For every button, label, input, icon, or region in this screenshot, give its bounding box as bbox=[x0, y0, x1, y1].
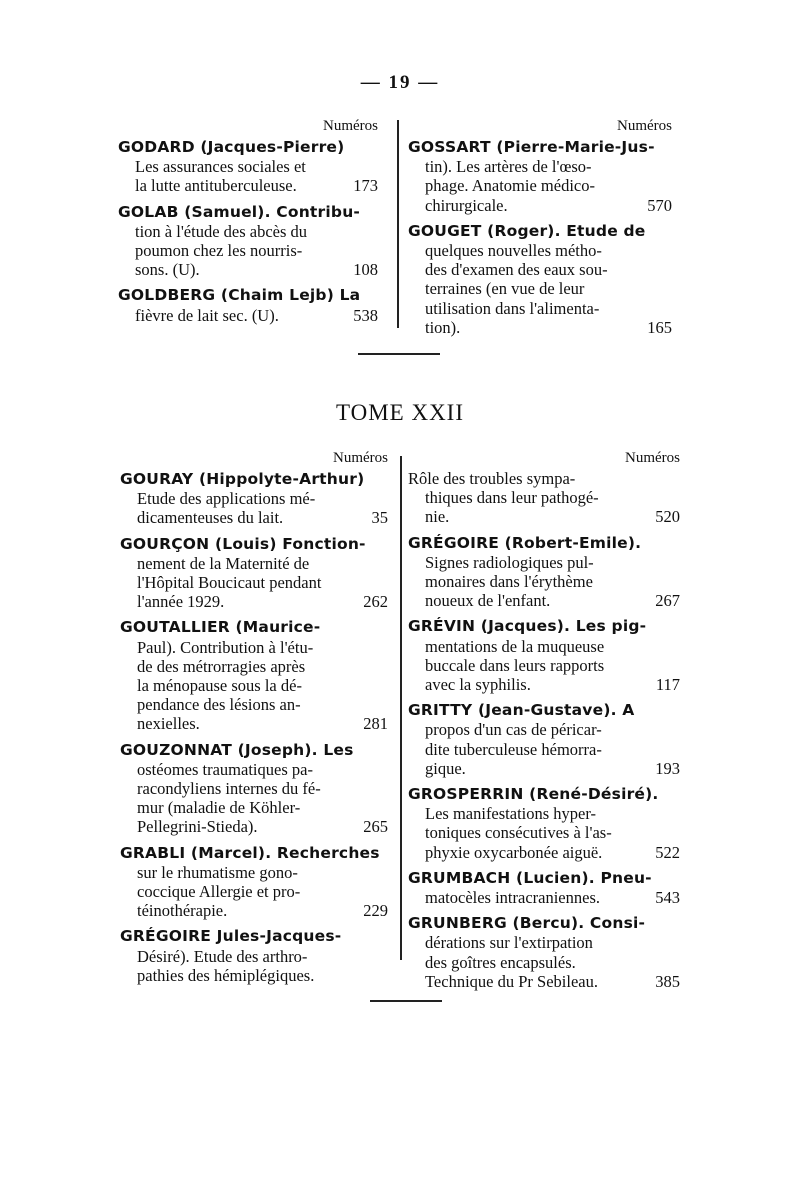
entry-text: de des métrorragies après bbox=[137, 656, 306, 676]
entry-line bbox=[118, 176, 380, 195]
entry-line bbox=[120, 489, 390, 508]
entry-line bbox=[120, 695, 390, 714]
entry-text: Désiré). Etude des arthro- bbox=[137, 946, 308, 966]
entry-number: 229 bbox=[363, 901, 388, 921]
entry-line bbox=[118, 202, 380, 222]
index-entry bbox=[120, 740, 390, 837]
entry-line bbox=[408, 804, 682, 823]
entry-line bbox=[408, 176, 674, 195]
entry-number: 265 bbox=[363, 817, 388, 837]
entry-line bbox=[408, 675, 682, 694]
entry-text: la lutte antituberculeuse. bbox=[135, 176, 297, 196]
entry-line bbox=[408, 221, 674, 241]
index-entry bbox=[120, 469, 390, 528]
entry-text: Technique du Pr Sebileau. bbox=[425, 971, 598, 991]
entry-line bbox=[408, 533, 682, 553]
entry-text: buccale dans leurs rapports bbox=[425, 655, 605, 675]
entry-line bbox=[120, 863, 390, 882]
entry-text: des d'examen des eaux sou- bbox=[425, 260, 608, 280]
entry-line bbox=[408, 843, 682, 862]
entry-number: 520 bbox=[655, 507, 680, 527]
entry-text: avec la syphilis. bbox=[425, 675, 531, 695]
column-header: Numéros bbox=[333, 450, 388, 466]
entry-text: GRÉVIN (Jacques). Les pig- bbox=[408, 617, 647, 636]
entry-line bbox=[120, 676, 390, 695]
entry-text: matocèles intracraniennes. bbox=[425, 888, 600, 908]
entry-text: dicamenteuses du lait. bbox=[137, 508, 284, 528]
entry-line bbox=[120, 657, 390, 676]
index-entry bbox=[118, 285, 380, 324]
entry-text: nement de la Maternité de bbox=[137, 553, 310, 573]
entry-line bbox=[408, 553, 682, 572]
page-number: — 19 — bbox=[360, 72, 440, 93]
entry-line bbox=[120, 554, 390, 573]
entry-text: GRUNBERG (Bercu). Consi- bbox=[408, 914, 646, 933]
entry-line bbox=[120, 638, 390, 657]
entry-line bbox=[408, 469, 682, 488]
entry-text: terraines (en vue de leur bbox=[425, 279, 585, 299]
entry-line bbox=[118, 157, 380, 176]
entry-text: thiques dans leur pathogé- bbox=[425, 488, 599, 508]
entry-number: 173 bbox=[353, 176, 378, 196]
entry-text: sur le rhumatisme gono- bbox=[137, 862, 298, 882]
section-rule bbox=[370, 1000, 442, 1002]
entry-line bbox=[408, 972, 682, 991]
entry-text: l'année 1929. bbox=[137, 592, 225, 612]
entry-line bbox=[408, 700, 682, 720]
entry-number: 108 bbox=[353, 260, 378, 280]
entry-text: pathies des hémiplégiques. bbox=[137, 965, 315, 985]
entry-line bbox=[120, 508, 390, 527]
section-rule bbox=[358, 353, 440, 355]
column-divider bbox=[400, 456, 402, 960]
entry-line bbox=[408, 637, 682, 656]
entry-text: gique. bbox=[425, 758, 466, 778]
entry-text: pendance des lésions an- bbox=[137, 695, 301, 715]
entry-line bbox=[118, 137, 380, 157]
entry-text: GROSPERRIN (René-Désiré). bbox=[408, 785, 659, 804]
entry-text: nie. bbox=[425, 507, 450, 527]
entry-text: phage. Anatomie médico- bbox=[425, 176, 595, 196]
index-entry bbox=[118, 202, 380, 280]
entry-number: 385 bbox=[655, 971, 680, 991]
index-entry bbox=[118, 137, 380, 196]
entry-line bbox=[408, 720, 682, 739]
column-top-right bbox=[408, 118, 674, 343]
column-bottom-left bbox=[120, 450, 390, 991]
entry-line bbox=[120, 798, 390, 817]
column-bottom-right bbox=[408, 450, 682, 997]
entry-text: propos d'un cas de péricar- bbox=[425, 720, 602, 740]
entry-text: coccique Allergie et pro- bbox=[137, 882, 301, 902]
entry-text: GOURAY (Hippolyte-Arthur) bbox=[120, 470, 365, 488]
entry-line bbox=[120, 817, 390, 836]
entry-text: toniques consécutives à l'as- bbox=[425, 823, 612, 843]
entry-number: 267 bbox=[655, 591, 680, 611]
entry-text: Paul). Contribution à l'étu- bbox=[137, 637, 314, 657]
entry-text: sons. (U). bbox=[135, 260, 200, 280]
entry-text: noueux de l'enfant. bbox=[425, 591, 551, 611]
index-entry bbox=[408, 616, 682, 694]
entry-line bbox=[408, 656, 682, 675]
entry-text: poumon chez les nourris- bbox=[135, 241, 303, 261]
entry-line bbox=[408, 823, 682, 842]
entry-line bbox=[408, 157, 674, 176]
entry-line bbox=[408, 241, 674, 260]
entry-number: 193 bbox=[655, 758, 680, 778]
entry-line bbox=[408, 507, 682, 526]
entry-line bbox=[118, 260, 380, 279]
entry-text: GOLDBERG (Chaim Lejb) La bbox=[118, 286, 361, 305]
entry-number: 570 bbox=[647, 195, 672, 215]
entry-line bbox=[120, 760, 390, 779]
entry-text: GOUTALLIER (Maurice- bbox=[120, 618, 321, 637]
entry-number: 281 bbox=[363, 714, 388, 734]
entry-line bbox=[120, 714, 390, 733]
entry-text: tion). bbox=[425, 317, 461, 337]
entry-line bbox=[408, 784, 682, 804]
entry-line bbox=[120, 534, 390, 554]
entry-text: dérations sur l'extirpation bbox=[425, 933, 593, 953]
entry-line bbox=[408, 759, 682, 778]
entry-text: tion à l'étude des abcès du bbox=[135, 221, 308, 241]
entry-text: tin). Les artères de l'œso- bbox=[425, 157, 592, 177]
entry-text: GRITTY (Jean-Gustave). A bbox=[408, 701, 635, 720]
entry-number: 117 bbox=[655, 675, 680, 695]
entry-line bbox=[120, 469, 390, 489]
index-entry bbox=[408, 221, 674, 337]
entry-text: GRABLI (Marcel). Recherches bbox=[120, 843, 380, 862]
index-entry bbox=[120, 843, 390, 921]
entry-line bbox=[120, 926, 390, 946]
entry-text: Les manifestations hyper- bbox=[425, 804, 597, 824]
entry-text: mur (maladie de Köhler- bbox=[137, 798, 301, 818]
index-entry bbox=[408, 868, 682, 907]
entry-text: des goîtres encapsulés. bbox=[425, 952, 576, 972]
entry-line bbox=[408, 196, 674, 215]
entry-line bbox=[120, 740, 390, 760]
entry-text: monaires dans l'érythème bbox=[425, 572, 593, 592]
entry-line bbox=[120, 573, 390, 592]
entry-text: mentations de la muqueuse bbox=[425, 636, 605, 656]
entry-line bbox=[118, 285, 380, 305]
entry-text: GRÉGOIRE (Robert-Emile). bbox=[408, 533, 642, 552]
entry-text: téinothérapie. bbox=[137, 901, 228, 921]
entry-line bbox=[120, 947, 390, 966]
index-entry bbox=[120, 534, 390, 612]
entry-text: dite tuberculeuse hémorra- bbox=[425, 739, 602, 759]
entry-number: 35 bbox=[371, 508, 388, 528]
entry-text: Etude des applications mé- bbox=[137, 489, 316, 509]
entry-text: GOLAB (Samuel). Contribu- bbox=[118, 202, 361, 221]
entry-text: la ménopause sous la dé- bbox=[137, 676, 302, 696]
tome-title: TOME XXII bbox=[335, 400, 465, 425]
entry-line bbox=[408, 279, 674, 298]
entry-line bbox=[408, 318, 674, 337]
entry-text: Pellegrini-Stieda). bbox=[137, 817, 258, 837]
column-divider bbox=[397, 120, 399, 328]
entry-line bbox=[408, 591, 682, 610]
entry-line bbox=[120, 617, 390, 637]
entry-line bbox=[118, 306, 380, 325]
index-entry bbox=[408, 533, 682, 611]
entry-text: GOUGET (Roger). Etude de bbox=[408, 221, 646, 240]
index-entry bbox=[408, 784, 682, 862]
entry-text: racondyliens internes du fé- bbox=[137, 779, 321, 799]
entry-text: GOURÇON (Louis) Fonction- bbox=[120, 534, 366, 553]
entry-line bbox=[120, 592, 390, 611]
index-entry bbox=[408, 469, 682, 527]
entry-line bbox=[408, 488, 682, 507]
entry-text: GOSSART (Pierre-Marie-Jus- bbox=[408, 138, 655, 156]
entry-line bbox=[408, 137, 674, 157]
index-entry bbox=[408, 137, 674, 215]
entry-text: GOUZONNAT (Joseph). Les bbox=[120, 740, 354, 759]
column-header: Numéros bbox=[625, 450, 680, 466]
entry-line bbox=[120, 882, 390, 901]
entry-text: Rôle des troubles sympa- bbox=[408, 469, 576, 488]
entry-number: 543 bbox=[655, 888, 680, 908]
entry-line bbox=[408, 616, 682, 636]
entry-line bbox=[118, 241, 380, 260]
entry-line bbox=[120, 779, 390, 798]
entry-text: ostéomes traumatiques pa- bbox=[137, 759, 313, 779]
entry-line bbox=[408, 953, 682, 972]
entry-text: Signes radiologiques pul- bbox=[425, 552, 594, 572]
entry-text: GRÉGOIRE Jules-Jacques- bbox=[120, 927, 342, 946]
entry-line bbox=[408, 913, 682, 933]
entry-text: GRUMBACH (Lucien). Pneu- bbox=[408, 868, 652, 887]
index-entry bbox=[120, 926, 390, 985]
entry-text: fièvre de lait sec. (U). bbox=[135, 305, 279, 325]
entry-text: phyxie oxycarbonée aiguë. bbox=[425, 842, 603, 862]
index-entry bbox=[120, 617, 390, 733]
entry-number: 538 bbox=[353, 305, 378, 325]
entry-line bbox=[408, 260, 674, 279]
index-entry bbox=[408, 913, 682, 991]
entry-text: chirurgicale. bbox=[425, 195, 508, 215]
entry-text: utilisation dans l'alimenta- bbox=[425, 298, 600, 318]
entry-number: 165 bbox=[647, 317, 672, 337]
entry-text: nexielles. bbox=[137, 714, 200, 734]
entry-text: Les assurances sociales et bbox=[135, 157, 306, 177]
column-header: Numéros bbox=[323, 118, 378, 134]
column-header: Numéros bbox=[617, 118, 672, 134]
entry-text: l'Hôpital Boucicaut pendant bbox=[137, 573, 322, 593]
entry-number: 262 bbox=[363, 592, 388, 612]
index-entry bbox=[408, 700, 682, 778]
entry-line bbox=[408, 888, 682, 907]
entry-line bbox=[408, 868, 682, 888]
entry-line bbox=[120, 843, 390, 863]
entry-number: 522 bbox=[655, 842, 680, 862]
column-top-left bbox=[118, 118, 380, 331]
entry-text: GODARD (Jacques-Pierre) bbox=[118, 138, 345, 156]
entry-line bbox=[408, 572, 682, 591]
entry-line bbox=[408, 740, 682, 759]
entry-line bbox=[120, 901, 390, 920]
entry-line bbox=[120, 966, 390, 985]
entry-line bbox=[118, 222, 380, 241]
entry-text: quelques nouvelles métho- bbox=[425, 241, 602, 261]
entry-line bbox=[408, 299, 674, 318]
entry-line bbox=[408, 933, 682, 952]
